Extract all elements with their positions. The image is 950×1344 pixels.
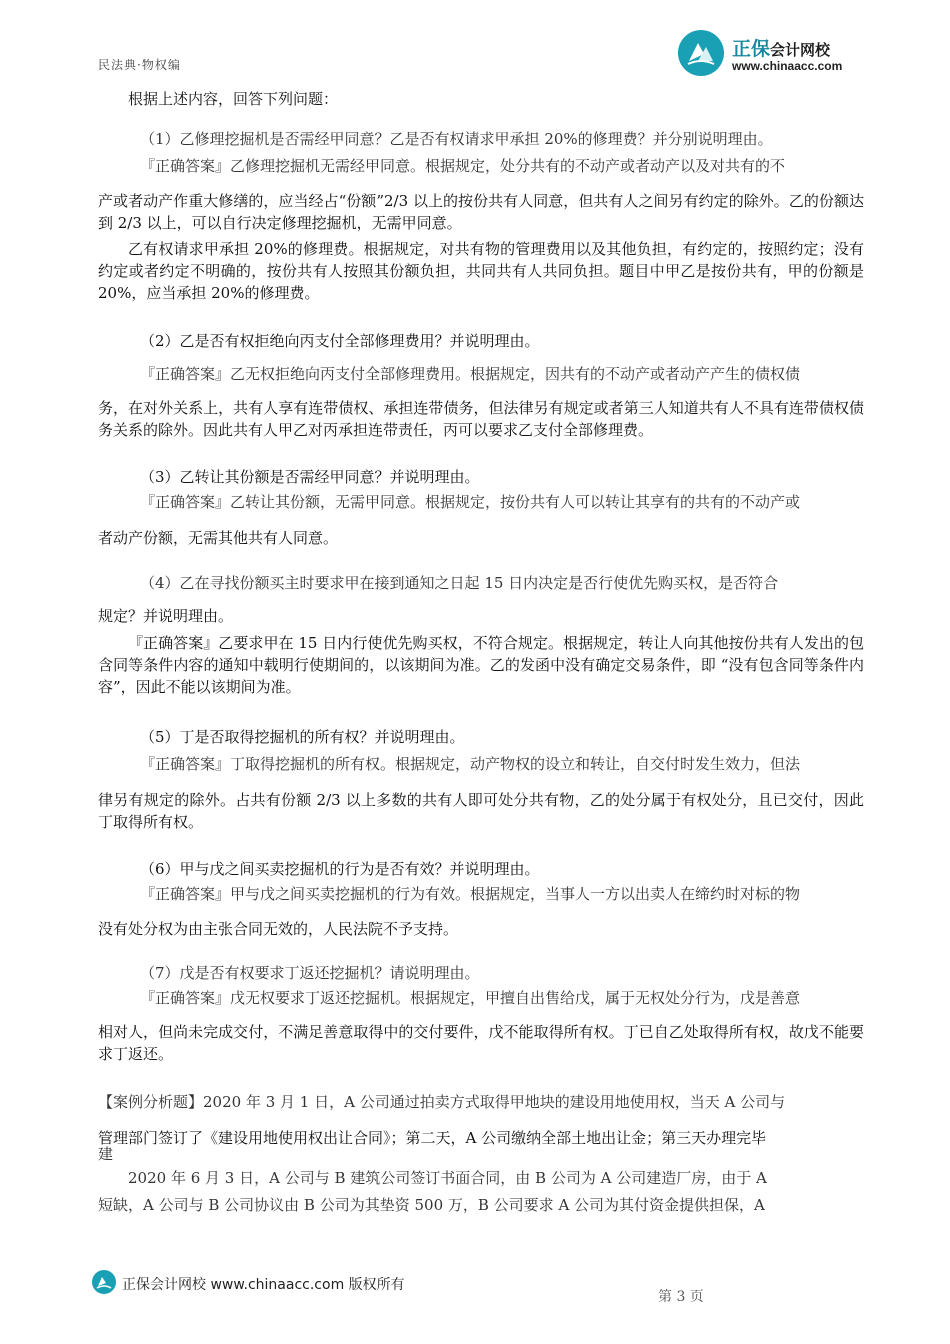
- answer-4: 『正确答案』乙要求甲在 15 日内行使优先购买权，不符合规定。根据规定，转让人向其他按份共有人发出的包含同等条件内容的通知中载明行使期间的，以该期间为准。乙的发函中没有确定交易条件，即 “没有包含同等条件内容”，因此不能以该期间为准。: [98, 634, 864, 696]
- question-6: （6）甲与戊之间买卖挖掘机的行为是否有效？并说明理由。: [140, 860, 540, 878]
- case-intro-clipped: 【案例分析题】2020 年 3 月 1 日，A 公司通过拍卖方式取得甲地块的建设用地使用权，当天 A 公司与: [98, 1093, 786, 1111]
- page-number-clipped: 第 3 页: [658, 1289, 704, 1305]
- question-3: （3）乙转让其份额是否需经甲同意？并说明理由。: [140, 468, 480, 486]
- answer-1-clipped: 『正确答案』乙修理挖掘机无需经甲同意。根据规定，处分共有的不动产或者动产以及对共有的不: [140, 157, 786, 175]
- logo-name-main: 正保: [732, 38, 771, 60]
- footer-copyright: 正保会计网校 www.chinaacc.com 版权所有: [122, 1277, 405, 1293]
- answer-6-text: 没有处分权为由主张合同无效的，人民法院不予支持。: [98, 920, 459, 938]
- answer-2-text: 务，在对外关系上，共有人享有连带债权、承担连带债务，但法律另有规定或者第三人知道共有人不具有连带债权债务关系的除外。因此共有人甲乙对丙承担连带责任，丙可以要求乙支付全部修理费。: [98, 399, 864, 439]
- intro-text: 根据上述内容，回答下列问题：: [128, 90, 339, 108]
- brand-logo[interactable]: [678, 28, 888, 78]
- case-intro-last-clipped: 建: [98, 1145, 114, 1163]
- answer-1-part2: 乙有权请求甲承担 20%的修理费。根据规定，对共有物的管理费用以及其他负担，有约定的，按照约定；没有约定或者约定不明确的，按份共有人按照其份额负担，共同共有人共同负担。题目中甲乙是按份共有，甲的份额是 20%，应当承担 20%的修理费。: [98, 240, 864, 302]
- footer-logo-icon: [92, 1270, 116, 1294]
- answer-3-text: 者动产份额，无需其他共有人同意。: [98, 529, 339, 547]
- answer-5-clipped: 『正确答案』丁取得挖掘机的所有权。根据规定，动产物权的设立和转让，自交付时发生效力，但法: [140, 755, 801, 773]
- question-5: （5）丁是否取得挖掘机的所有权？并说明理由。: [140, 728, 465, 746]
- case-intro-text: 管理部门签订了《建设用地使用权出让合同》；第二天，A 公司缴纳全部土地出让金；第三天办理完毕: [98, 1129, 767, 1147]
- answer-1-text: 产或者动产作重大修缮的，应当经占“份额”2/3 以上的按份共有人同意，但共有人之间另有约定的除外。乙的份额达到 2/3 以上，可以自行决定修理挖掘机，无需甲同意。: [98, 192, 864, 232]
- question-4-clipped: （4）乙在寻找份额买主时要求甲在接到通知之日起 15 日内决定是否行使优先购买权，是否符合: [140, 574, 779, 592]
- logo-icon: [678, 30, 724, 76]
- case-para2b-clipped: 短缺，A 公司与 B 公司协议由 B 公司为其垫资 500 万，B 公司要求 A 公司为其付资金提供担保，A: [98, 1196, 765, 1214]
- answer-6-clipped: 『正确答案』甲与戊之间买卖挖掘机的行为有效。根据规定，当事人一方以出卖人在缔约时对标的物: [140, 885, 801, 903]
- question-2: （2）乙是否有权拒绝向丙支付全部修理费用？并说明理由。: [140, 332, 540, 350]
- answer-5-text: 律另有规定的除外。占共有份额 2/3 以上多数的共有人即可处分共有物，乙的处分属于有权处分，且已交付，因此丁取得所有权。: [98, 791, 864, 831]
- answer-2-clipped: 『正确答案』乙无权拒绝向丙支付全部修理费用。根据规定，因共有的不动产或者动产产生的债权债: [140, 365, 801, 383]
- answer-7-clipped: 『正确答案』戊无权要求丁返还挖掘机。根据规定，甲擅自出售给戊，属于无权处分行为，戊是善意: [140, 989, 801, 1007]
- logo-url: www.chinaacc.com: [732, 59, 843, 73]
- answer-7-text: 相对人，但尚未完成交付，不满足善意取得中的交付要件，戊不能取得所有权。丁已自乙处取得所有权，故戊不能要求丁返还。: [98, 1023, 864, 1063]
- answer-3-clipped: 『正确答案』乙转让其份额，无需甲同意。根据规定，按份共有人可以转让其享有的共有的不动产或: [140, 493, 801, 511]
- section-tag: 民法典·物权编: [98, 58, 181, 72]
- question-1-clipped: （1）乙修理挖掘机是否需经甲同意？乙是否有权请求甲承担 20%的修理费？并分别说明理由。: [140, 130, 773, 148]
- logo-name-sub: 会计网校: [770, 41, 831, 59]
- question-7-clipped: （7）戊是否有权要求丁返还挖掘机？请说明理由。: [140, 964, 480, 982]
- question-4-text: 规定？并说明理由。: [98, 607, 234, 625]
- case-para2-clipped: 2020 年 6 月 3 日，A 公司与 B 建筑公司签订书面合同，由 B 公司为 A 公司建造厂房，由于 A: [128, 1169, 767, 1187]
